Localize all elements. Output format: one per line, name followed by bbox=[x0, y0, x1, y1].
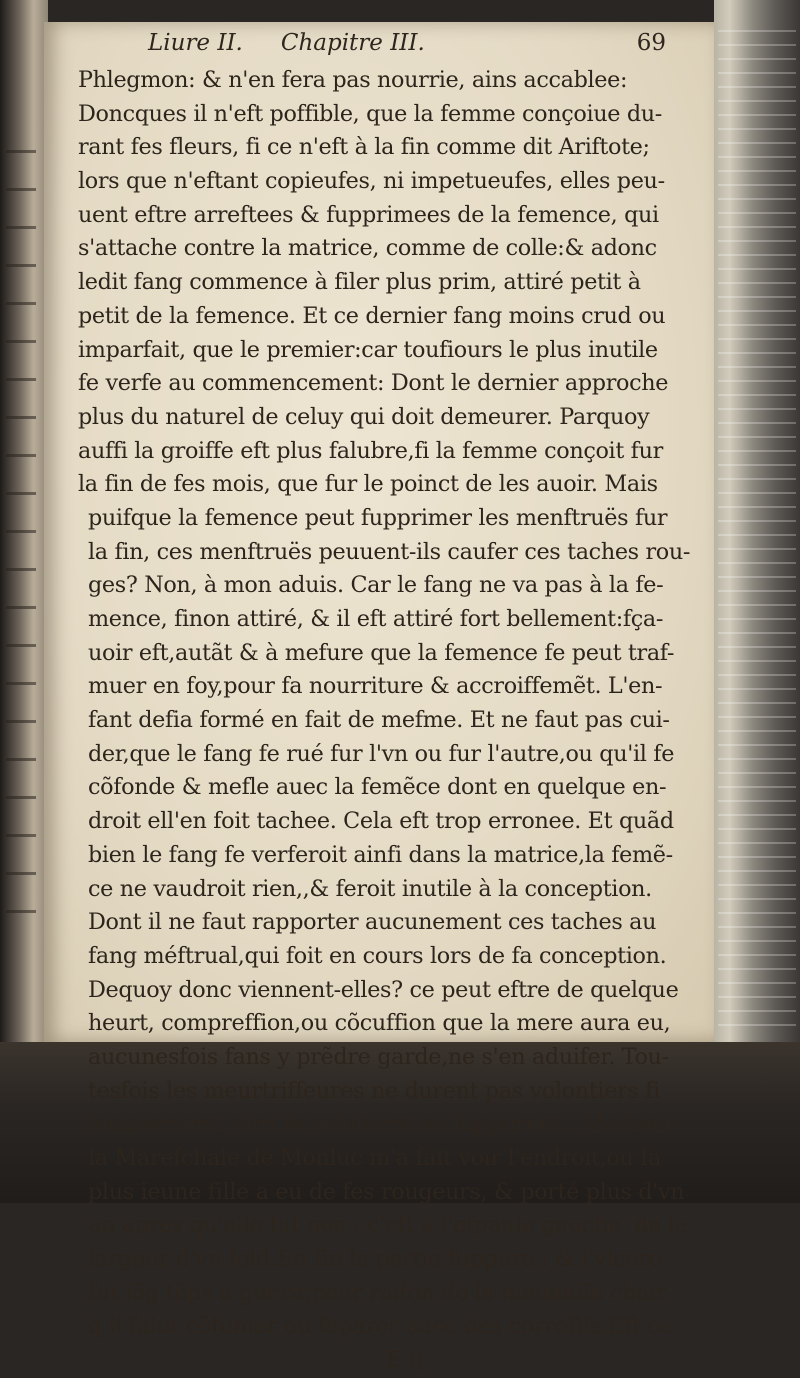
text-line: mence, finon attiré, & il eft attiré fort bellement:fça- bbox=[88, 606, 664, 632]
text-line: fang méftrual,qui foit en cours lors de fa conception. bbox=[88, 942, 667, 969]
text-line: longuement, ains fe refoluent ou fuppurent., Madame bbox=[88, 1111, 679, 1138]
text-line: heurt, compreffion,ou cõcuffion que la mere aura eu, bbox=[88, 1010, 671, 1037]
text-line: imparfait, que le premier:car toufiours le plus inutile bbox=[78, 336, 658, 363]
text-line: puifque la femence peut fupprimer les menftruës fur bbox=[88, 504, 668, 531]
text-line: lors que n'eftant copieufes, ni impetueufes, elles peu- bbox=[78, 168, 665, 195]
text-line: la fin de fes mois, que fur le poinct de les auoir. Mais bbox=[78, 471, 658, 498]
running-head-book: Liure II. bbox=[148, 30, 243, 56]
text-line: aucunesfois fans y prẽdre garde,ne s'en aduifer. Tou- bbox=[88, 1043, 669, 1070]
text-line: auffi la groiffe eft plus falubre,fi la femme conçoit fur bbox=[78, 437, 663, 464]
page-stack-texture bbox=[718, 30, 796, 1030]
text-line: droit ell'en foit tachee. Cela eft trop erronee. Et quãd bbox=[88, 808, 674, 835]
text-line: muer en foy,pour fa nourriture & accroiffemẽt. L'en- bbox=[88, 673, 663, 700]
text-line: uent eftre arreftees & fupprimees de la femence, qui bbox=[78, 201, 659, 228]
running-head bbox=[78, 30, 678, 64]
text-line: an apres qu'elle fut nee : c'eft à l'efpaule gauche, de la bbox=[88, 1212, 688, 1239]
text-line: Dequoy donc viennent-elles? ce peut eftre de quelque bbox=[88, 976, 679, 1003]
text-line: bien le fang fe verferoit ainfi dans la matrice,la femẽ- bbox=[88, 841, 673, 868]
body-text bbox=[78, 64, 691, 1344]
text-line: rant fes fleurs, fi ce n'eft à la fin comme dit Ariftote; bbox=[78, 134, 650, 161]
text-line: cõfonde & mefle auec la femẽce dont en quelque en- bbox=[88, 774, 667, 801]
text-line: s'attache contre la matrice, comme de colle:& adonc bbox=[78, 235, 657, 262]
signature-mark: E ij bbox=[386, 1348, 423, 1374]
text-line: ges? Non, à mon aduis. Car le fang ne va pas à la fe- bbox=[88, 572, 664, 599]
text-line: Phlegmon: & n'en fera pas nourrie, ains accablee: bbox=[78, 67, 628, 93]
page-text bbox=[78, 30, 691, 1378]
text-line: petit de la femence. Et ce dernier fang moins crud ou bbox=[78, 302, 666, 329]
text-line: fant defia formé en fait de mefme. Et ne faut pas cui- bbox=[88, 707, 670, 734]
text-line: plus ieune fille a eu de fes rougeurs, & porté plus d'vn bbox=[88, 1178, 685, 1205]
text-line: ledit fang commence à filer plus prim, attiré petit à bbox=[78, 269, 641, 296]
page-number: 69 bbox=[636, 30, 666, 56]
text-line: uoir eft,autãt & à mefure que la femence fe peut traf- bbox=[88, 639, 675, 666]
text-line: la fin, ces menftruës peuuent-ils caufer ces taches rou- bbox=[88, 538, 691, 565]
text-line: der,que le fang fe rué fur l'vn ou fur l'autre,ou qu'il fe bbox=[88, 740, 675, 767]
text-line: la Marefchale de Monluc m'a fait voir l'endroit,ou fa bbox=[88, 1145, 662, 1171]
running-head-chapter: Chapitre III. bbox=[280, 30, 425, 56]
text-line: Doncques il n'eft poffible, que la femme conçoiue du- bbox=[78, 100, 662, 127]
text-line: largeur d'vn fold.En fin la partie fuppura : & l'vlcere bbox=[88, 1246, 662, 1273]
text-line: ce ne vaudroit rien,,& feroit inutile à la conception. bbox=[88, 875, 652, 902]
text-line: tesfois les meurtriffeures ne durent pas volontiers fi bbox=[88, 1077, 660, 1104]
text-line: q̃ il falut cõfumer ou feparer auec des corrofifs.Eft ce bbox=[88, 1313, 673, 1340]
text-line: Dont il ne faut rapporter aucunement ces taches au bbox=[88, 909, 657, 936]
text-line: plus du naturel de celuy qui doit demeurer. Parquoy bbox=[78, 403, 650, 430]
text-line: fe verfe au commencement: Dont le dernier approche bbox=[78, 370, 669, 397]
previous-page-text-fragments bbox=[6, 150, 36, 940]
text-line: fut lõg tẽps à guérir,pour raifon de la mauuaife chair, bbox=[88, 1279, 671, 1306]
